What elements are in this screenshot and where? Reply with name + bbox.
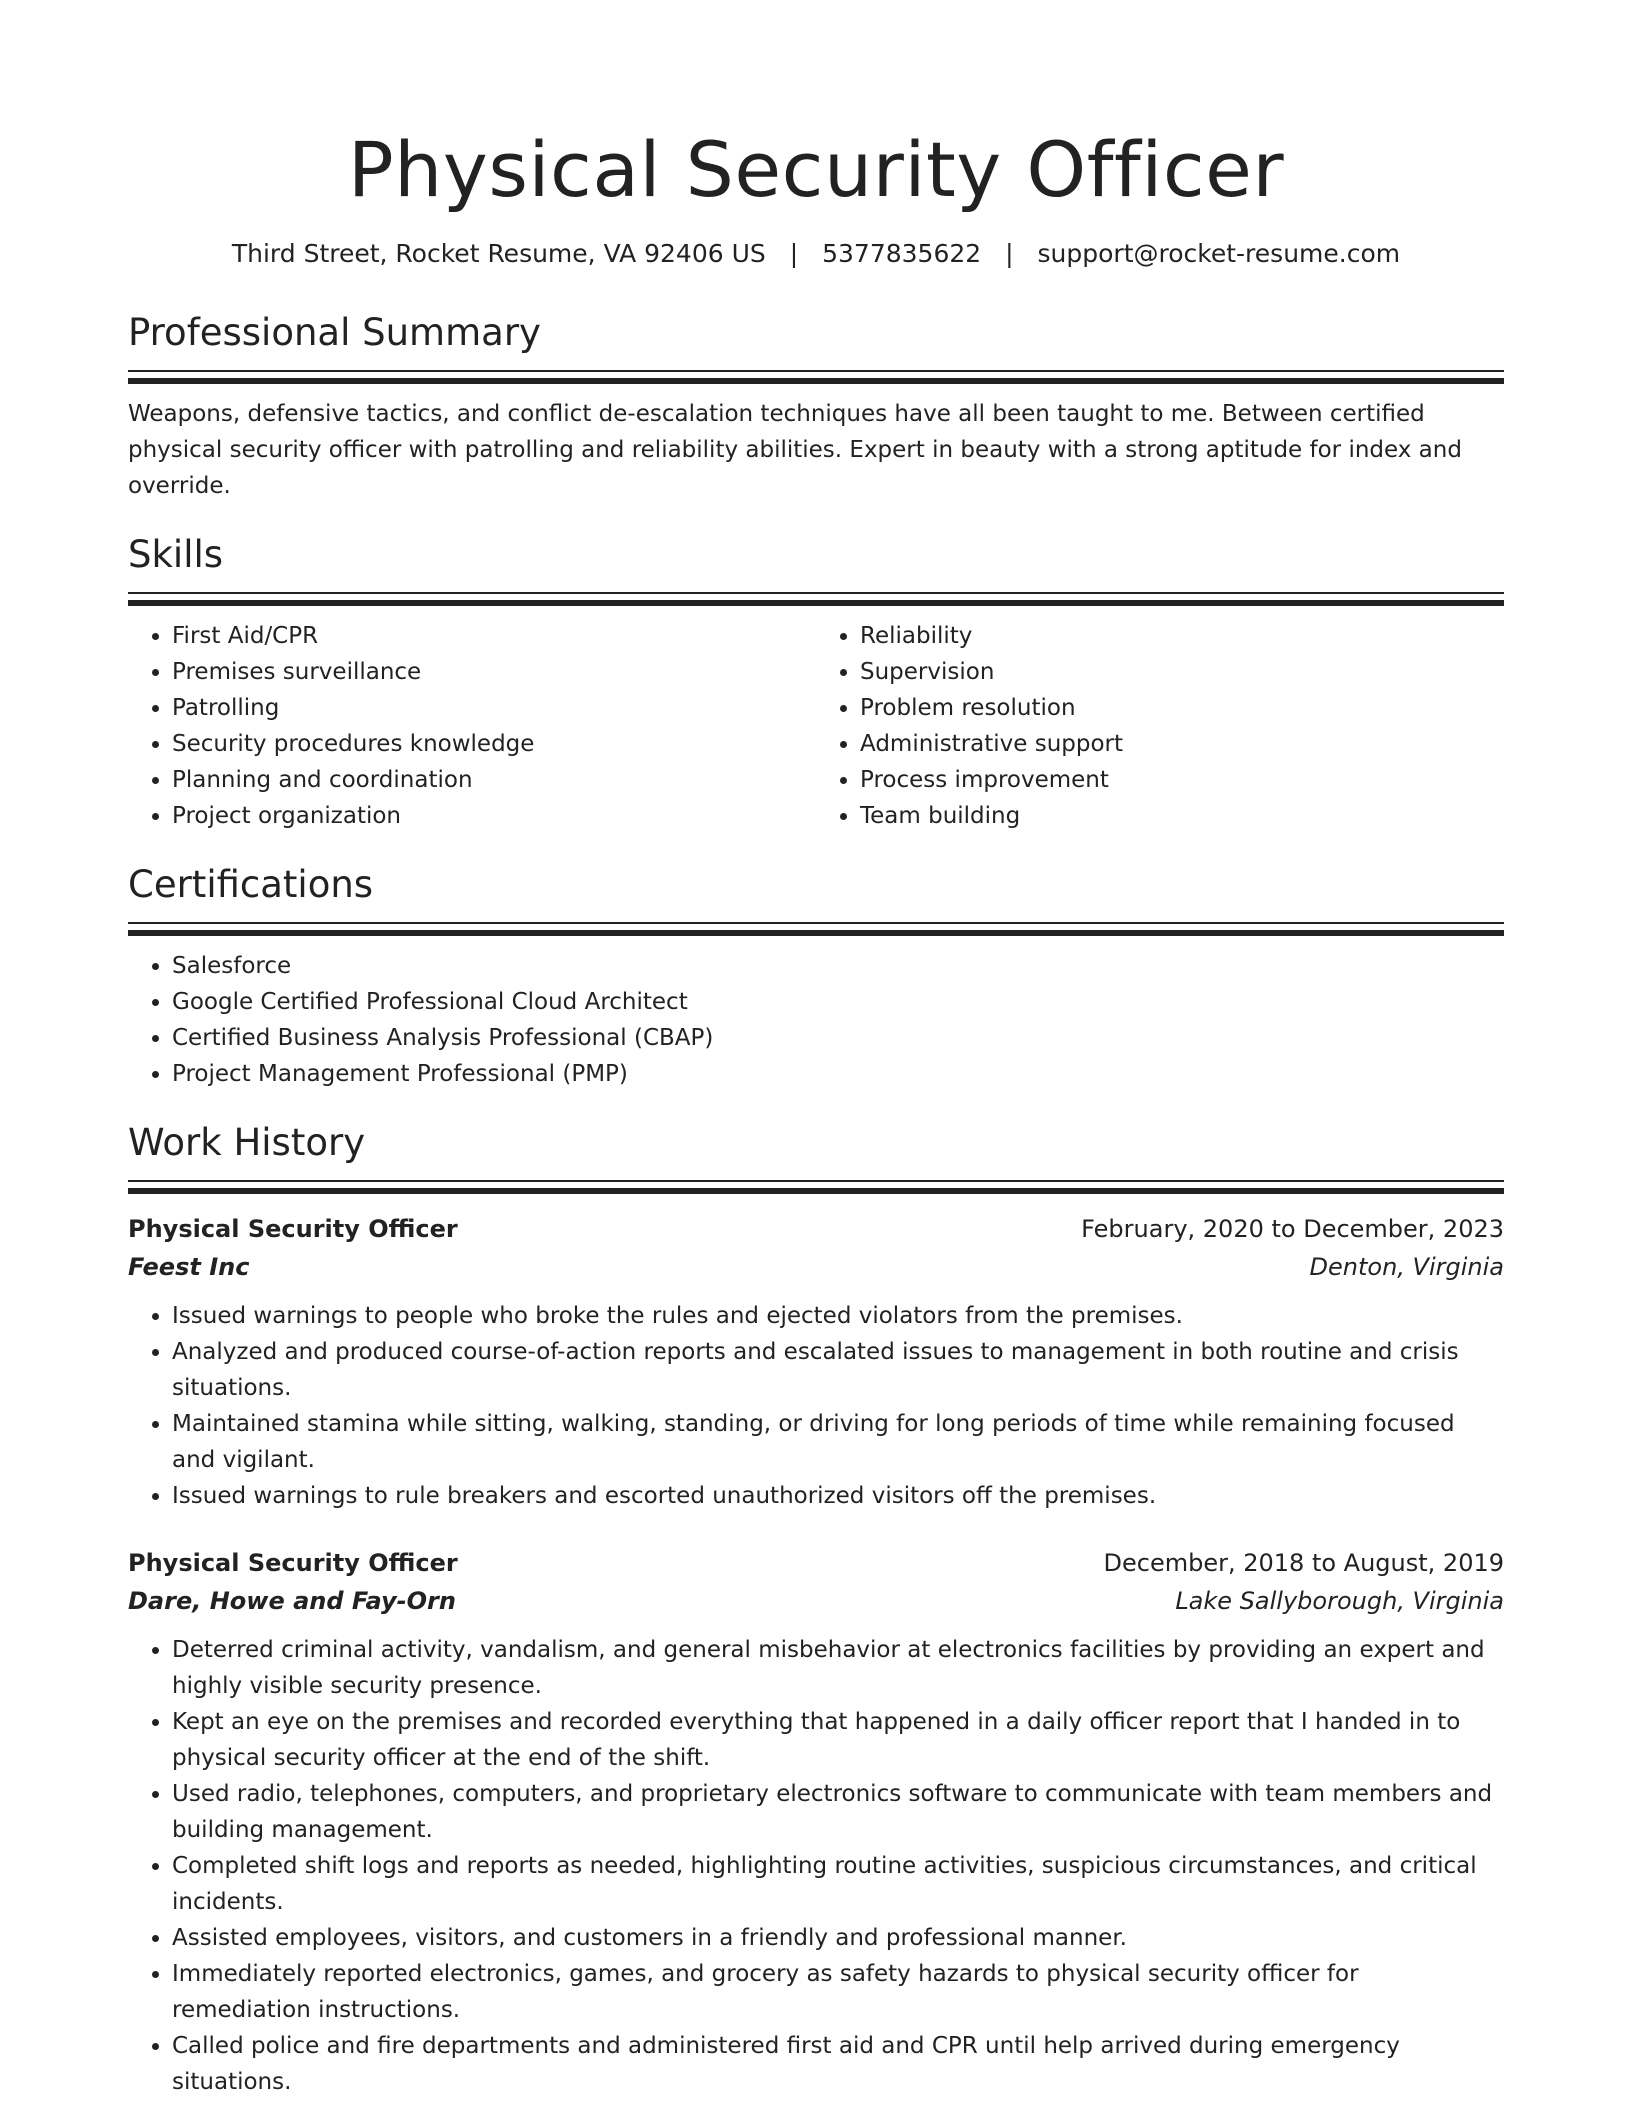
work-history-section: [128, 1120, 1504, 2100]
contact-line: [128, 238, 1504, 270]
section-divider: [128, 592, 1504, 606]
certification-item: • Google Certified Professional Cloud Architect: [172, 984, 1504, 1020]
summary-text: Weapons, defensive tactics, and conflict de-escalation techniques have all been taught to me. Between certified physical security officer with patrolling and reliability abilities. Expert in beauty with a strong aptitude for index and override.: [128, 401, 1462, 499]
job-bullet: • Kept an eye on the premises and recorded everything that happened in a daily officer report that I handed in to physical security officer at the end of the shift.: [172, 1704, 1504, 1776]
contact-email: support@rocket-resume.com: [1037, 239, 1401, 268]
section-title-work-history: Work History: [128, 1121, 366, 1164]
summary-section: [128, 310, 1504, 504]
job-header: [128, 1210, 1504, 1248]
skill-item: • Administrative support: [860, 726, 1504, 762]
job-company: Dare, Howe and Fay-Orn: [128, 1587, 456, 1615]
job-bullet: • Issued warnings to rule breakers and escorted unauthorized visitors off the premises.: [172, 1478, 1504, 1514]
job-bullet: • Called police and fire departments and administered first aid and CPR until help arrived during emergency situations.: [172, 2028, 1504, 2100]
skill-item: • Problem resolution: [860, 690, 1504, 726]
skill-item: • Project organization: [172, 798, 816, 834]
job-header: [128, 1544, 1504, 1582]
skills-list-right: [816, 618, 1504, 834]
job-dates: December, 2018 to August, 2019: [1103, 1549, 1504, 1577]
job-title: Physical Security Officer: [128, 1215, 458, 1243]
job-entry: [128, 1544, 1504, 2100]
job-location: Denton, Virginia: [1309, 1253, 1504, 1281]
contact-separator: |: [1005, 239, 1014, 268]
job-subheader: [128, 1582, 1504, 1620]
skill-item: • Reliability: [860, 618, 1504, 654]
job-subheader: [128, 1248, 1504, 1286]
job-bullet: • Used radio, telephones, computers, and proprietary electronics software to communicate with team members and building management.: [172, 1776, 1504, 1848]
skill-item: • Patrolling: [172, 690, 816, 726]
skill-item: • Security procedures knowledge: [172, 726, 816, 762]
certifications-list: [128, 948, 1504, 1092]
job-entry: [128, 1210, 1504, 1514]
job-title: Physical Security Officer: [128, 1549, 458, 1577]
resume-page: [128, 0, 1504, 2100]
job-bullet: • Maintained stamina while sitting, walking, standing, or driving for long periods of time while remaining focused and vigilant.: [172, 1406, 1504, 1478]
section-title-summary: Professional Summary: [128, 311, 541, 354]
contact-address: Third Street, Rocket Resume, VA 92406 US: [231, 239, 766, 268]
job-bullet: • Issued warnings to people who broke the rules and ejected violators from the premises.: [172, 1298, 1504, 1334]
job-bullet: • Analyzed and produced course-of-action reports and escalated issues to management in both routine and crisis situations.: [172, 1334, 1504, 1406]
skill-item: • Process improvement: [860, 762, 1504, 798]
job-dates: February, 2020 to December, 2023: [1081, 1215, 1504, 1243]
contact-phone: 5377835622: [822, 239, 982, 268]
contact-separator: |: [789, 239, 799, 268]
skill-item: • Premises surveillance: [172, 654, 816, 690]
job-bullet: • Immediately reported electronics, games, and grocery as safety hazards to physical security officer for remediation instructions.: [172, 1956, 1504, 2028]
certifications-section: [128, 862, 1504, 1092]
resume-name: Physical Security Officer: [347, 125, 1285, 214]
skills-columns: [128, 618, 1504, 834]
skill-item: • Team building: [860, 798, 1504, 834]
section-title-skills: Skills: [128, 533, 224, 576]
certification-item: • Project Management Professional (PMP): [172, 1056, 1504, 1092]
job-location: Lake Sallyborough, Virginia: [1175, 1587, 1504, 1615]
job-company: Feest Inc: [128, 1253, 250, 1281]
skill-item: • First Aid/CPR: [172, 618, 816, 654]
skills-list-left: [128, 618, 816, 834]
section-title-certifications: Certifications: [128, 863, 374, 906]
job-bullet: • Completed shift logs and reports as needed, highlighting routine activities, suspicious circumstances, and critical incidents.: [172, 1848, 1504, 1920]
skill-item: • Planning and coordination: [172, 762, 816, 798]
certification-item: • Certified Business Analysis Professional (CBAP): [172, 1020, 1504, 1056]
job-bullet: • Deterred criminal activity, vandalism, and general misbehavior at electronics facilities by providing an expert and highly visible security presence.: [172, 1632, 1504, 1704]
section-divider: [128, 370, 1504, 384]
skills-section: [128, 532, 1504, 834]
section-divider: [128, 1180, 1504, 1194]
certification-item: • Salesforce: [172, 948, 1504, 984]
section-divider: [128, 922, 1504, 936]
job-bullet: • Assisted employees, visitors, and customers in a friendly and professional manner.: [172, 1920, 1504, 1956]
job-bullets: [128, 1632, 1504, 2100]
skill-item: • Supervision: [860, 654, 1504, 690]
job-bullets: [128, 1298, 1504, 1514]
